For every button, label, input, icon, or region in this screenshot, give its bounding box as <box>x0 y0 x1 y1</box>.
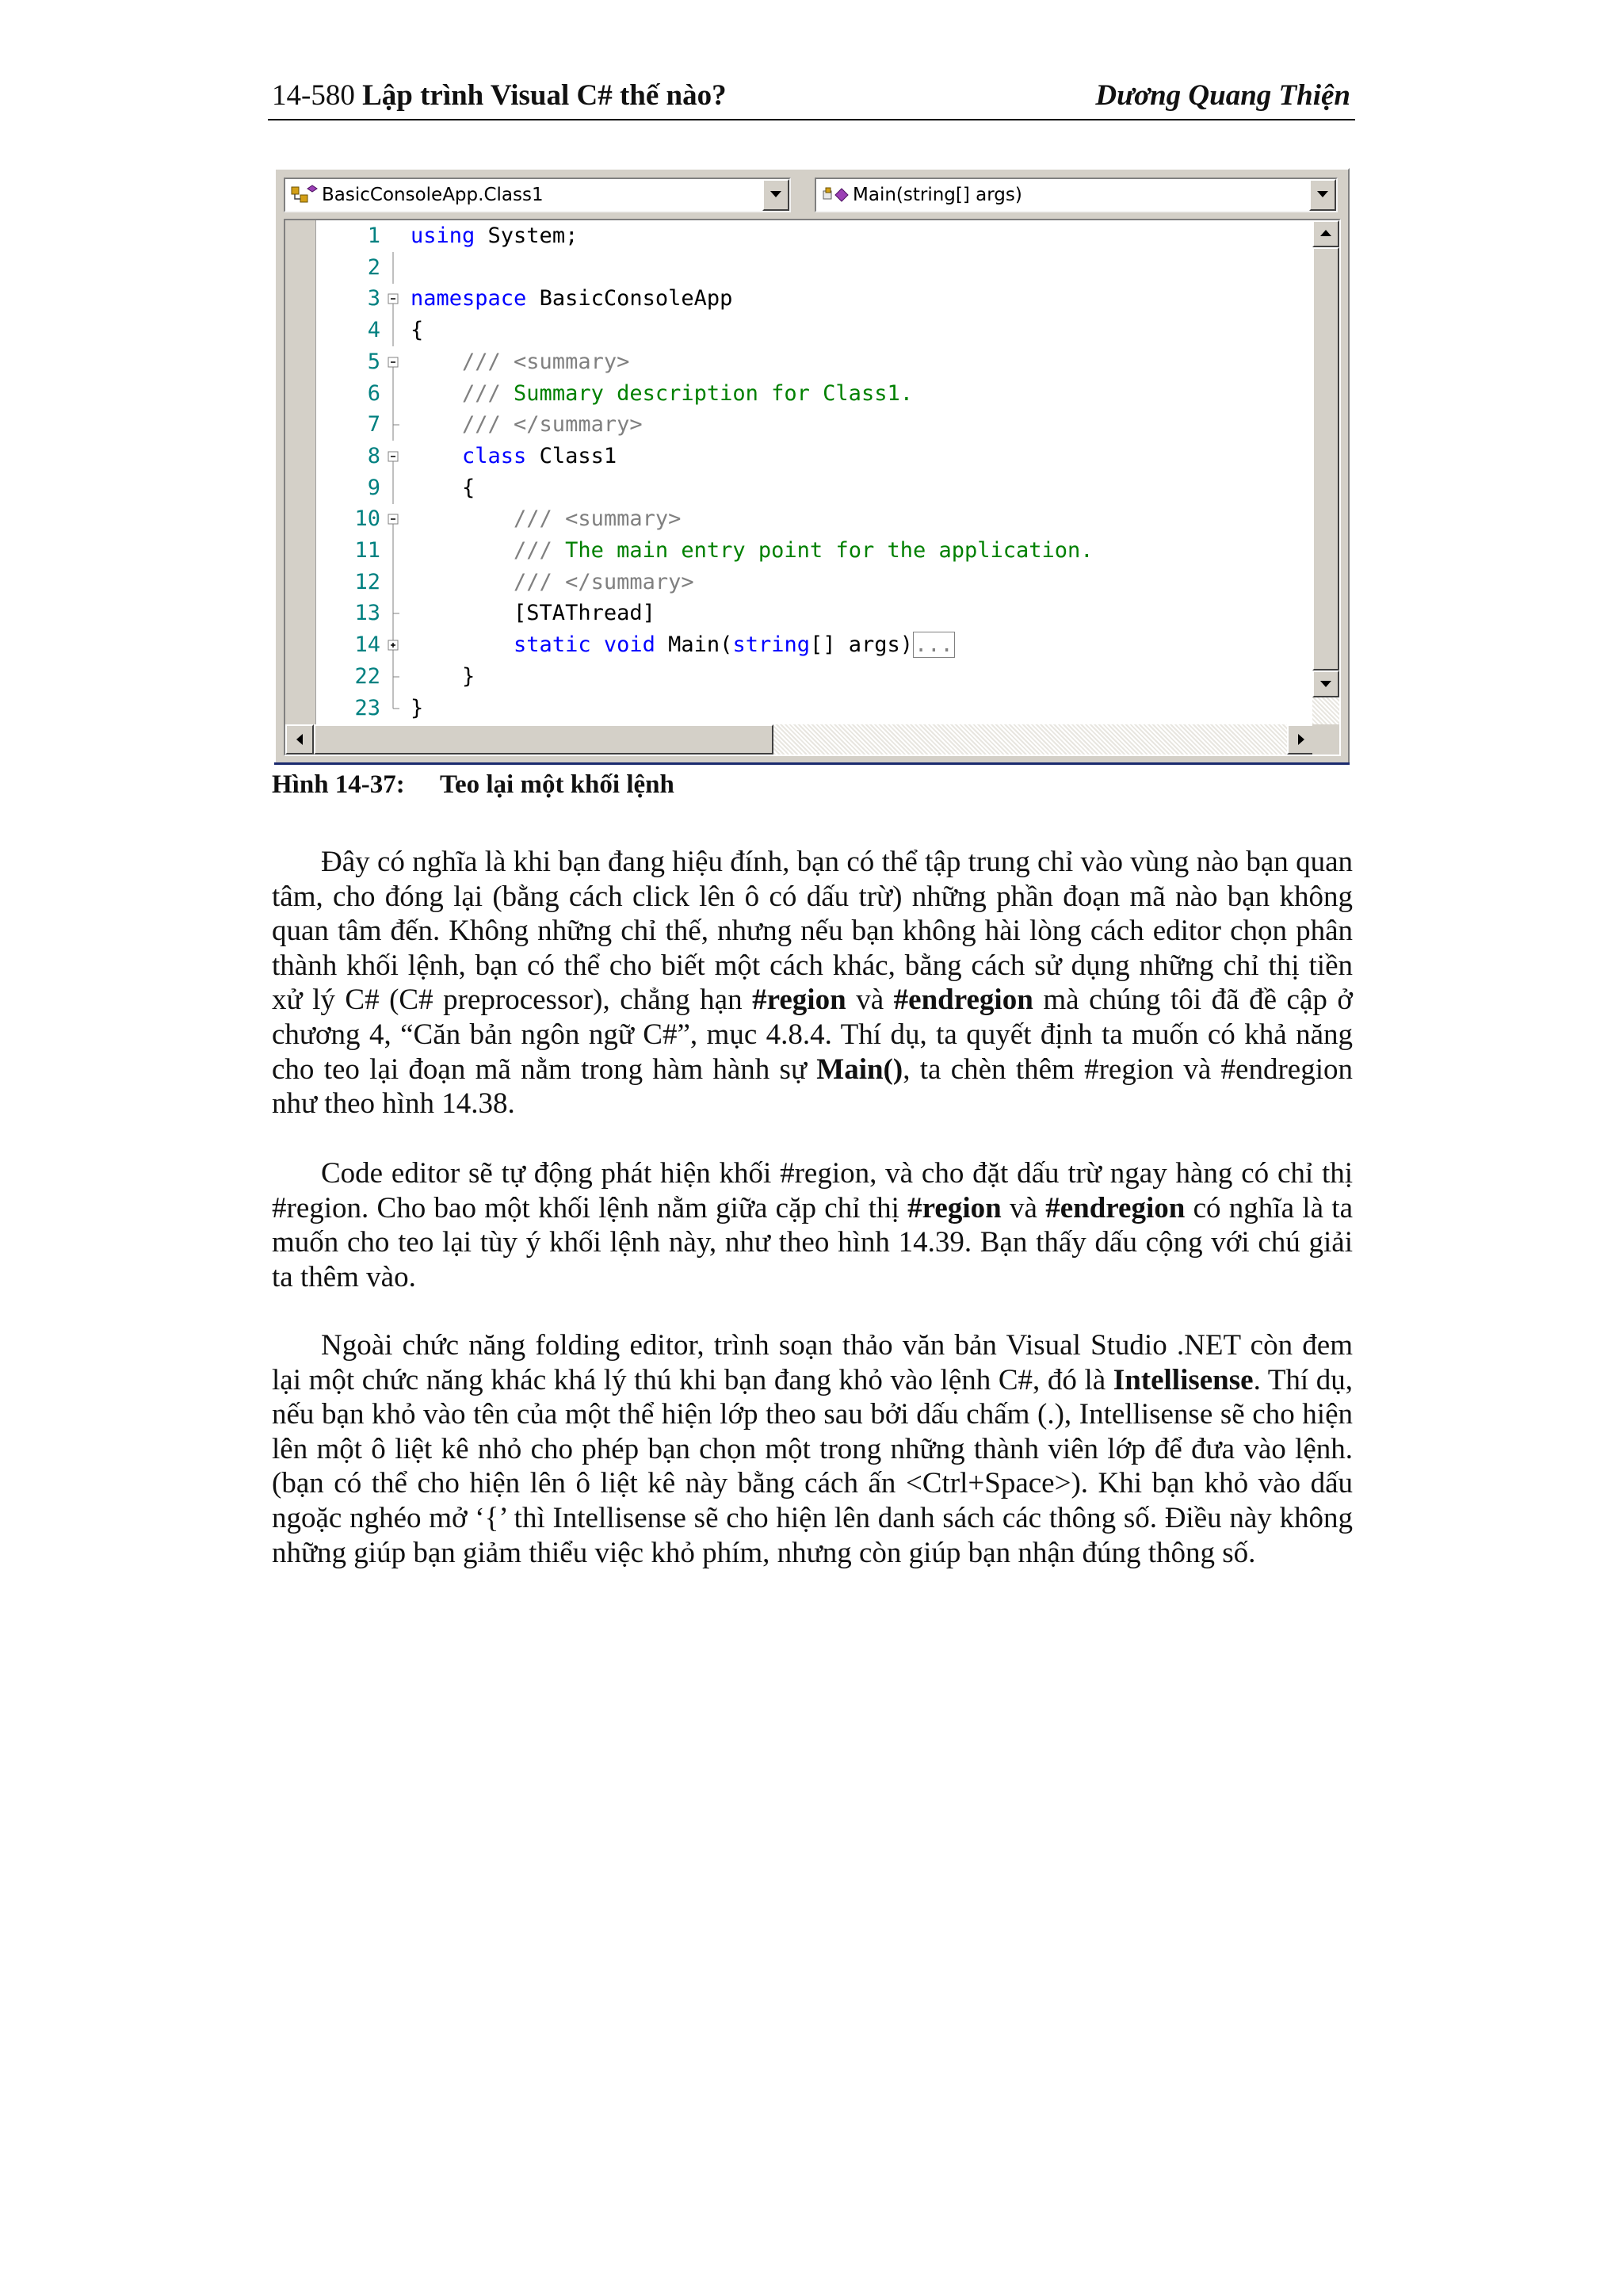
line-number: 23 <box>354 695 380 720</box>
code-text <box>411 286 732 311</box>
method-icon <box>821 184 850 206</box>
line-number: 12 <box>354 569 380 594</box>
class-icon <box>290 184 319 206</box>
bold-term: Intellisense <box>1113 1363 1254 1396</box>
fold-guide-line <box>385 567 401 598</box>
line-number: 13 <box>354 601 380 626</box>
class-dropdown-value: BasicConsoleApp.Class1 <box>322 185 544 205</box>
horizontal-scroll-thumb[interactable] <box>314 724 773 755</box>
keyword-token: string <box>732 632 810 658</box>
fold-guide-line <box>385 378 401 410</box>
paragraph-text: mà chúng tôi đã đề cập ở chương 4, “Căn bản ngôn ngữ C#”, mục 4.8.4. Thí dụ, ta quyết định ta muốn có khả năng cho teo lại đoạn mã nằm trong hàm hành sự <box>272 984 1353 1086</box>
member-dropdown-button[interactable] <box>1309 179 1336 211</box>
code-line[interactable] <box>315 315 1316 346</box>
figure-title: Teo lại một khối lệnh <box>440 770 674 799</box>
line-number: 10 <box>354 506 380 532</box>
code-text <box>411 223 578 249</box>
paragraph-text: Đây có nghĩa là khi bạn đang hiệu đính, bạn có thể tập trung chỉ vào vùng nào bạn quan tâm, cho đóng lại (bằng cách click lên ô có dấu trừ) những phần đoạn mã nào bạn không quan tâm đến. Không những chỉ thế, nhưng nếu bạn không hài lòng cách editor chọn phân thành khối lệnh, bạn có thể cho biết một cách khác, bằng cách sử dụng những chỉ thị tiền xử lý C# (C# preprocessor), chẳng hạn <box>272 846 1353 1017</box>
horizontal-scrollbar[interactable] <box>285 724 1316 755</box>
bold-term: Main() <box>816 1052 903 1086</box>
line-number: 22 <box>354 663 380 689</box>
class-dropdown[interactable] <box>284 178 791 212</box>
comment-token: /// <box>411 538 566 563</box>
scroll-left-button[interactable] <box>285 724 314 755</box>
fold-guide-line <box>385 315 401 346</box>
code-token: } <box>411 695 424 720</box>
bold-term: #endregion <box>1045 1191 1186 1224</box>
code-text <box>411 632 955 658</box>
code-line[interactable] <box>315 535 1316 567</box>
fold-guide-line <box>385 535 401 567</box>
line-number: 7 <box>367 412 380 437</box>
author-name: Dương Quang Thiện <box>1095 79 1350 112</box>
arrow-up-icon <box>1320 230 1331 237</box>
code-editor-window <box>274 168 1350 764</box>
figure-bottom-rule <box>274 762 1350 765</box>
line-number: 8 <box>367 443 380 468</box>
keyword-token: static <box>514 632 591 658</box>
comment-token: /// <summary> <box>411 349 630 374</box>
fold-end-marker <box>385 598 401 629</box>
code-token: { <box>411 318 424 343</box>
arrow-right-icon <box>1298 734 1305 745</box>
code-line[interactable] <box>315 441 1316 472</box>
fold-end-marker <box>385 693 401 724</box>
paragraph-text: Code editor sẽ tự động phát hiện khối #region, và cho đặt dấu trừ ngay hàng có chỉ thị #region. Cho bao một khối lệnh nằm giữa cặp chỉ thị <box>272 1157 1353 1224</box>
code-line[interactable] <box>315 693 1316 724</box>
scrollbar-corner <box>1312 724 1339 755</box>
line-number: 14 <box>354 632 380 658</box>
bold-term: #endregion <box>893 984 1033 1017</box>
paragraph-text: Ngoài chức năng folding editor, trình soạn thảo văn bản Visual Studio .NET còn đem lại một chức năng khác khá lý thú khi bạn đang khỏ vào lệnh C#, đó là <box>272 1329 1353 1396</box>
class-dropdown-button[interactable] <box>762 179 789 211</box>
code-line[interactable] <box>315 409 1316 441</box>
code-text <box>411 350 629 375</box>
code-text <box>411 318 423 343</box>
bold-term: #region <box>907 1191 1002 1224</box>
collapse-icon[interactable] <box>385 441 401 472</box>
line-number: 2 <box>367 254 380 280</box>
collapse-icon[interactable] <box>385 346 401 378</box>
body-paragraph-2 <box>272 1156 1353 1294</box>
code-line[interactable] <box>315 598 1316 629</box>
code-token <box>411 444 462 468</box>
code-line[interactable] <box>315 220 1316 252</box>
code-line[interactable] <box>315 629 1316 661</box>
scroll-up-button[interactable] <box>1312 220 1339 247</box>
scroll-down-button[interactable] <box>1312 670 1339 697</box>
body-paragraph-1 <box>272 845 1353 1121</box>
scroll-right-button[interactable] <box>1287 724 1316 755</box>
code-token: BasicConsoleApp <box>526 286 733 311</box>
line-number: 5 <box>367 349 380 374</box>
paragraph-text: và <box>1001 1191 1046 1224</box>
keyword-token: void <box>603 632 655 658</box>
code-line[interactable] <box>315 472 1316 504</box>
code-token: [] args) <box>809 632 914 658</box>
comment-token: Summary description for Class1. <box>514 380 913 406</box>
code-text <box>411 412 643 437</box>
keyword-token: using <box>411 223 475 248</box>
line-number: 3 <box>367 286 380 311</box>
code-line[interactable] <box>315 378 1316 410</box>
code-text <box>411 381 913 407</box>
member-dropdown[interactable] <box>815 178 1338 212</box>
code-line[interactable] <box>315 283 1316 315</box>
comment-token: /// <box>411 380 514 406</box>
code-text <box>411 570 694 595</box>
code-text <box>411 664 475 690</box>
collapse-icon[interactable] <box>385 283 401 315</box>
code-line[interactable] <box>315 661 1316 693</box>
arrow-left-icon <box>296 734 304 745</box>
header-left <box>272 79 727 113</box>
page-number: 14-580 <box>272 79 355 112</box>
running-header <box>268 76 1355 120</box>
code-editor[interactable] <box>284 219 1341 756</box>
code-line[interactable] <box>315 252 1316 284</box>
code-area[interactable] <box>315 220 1316 724</box>
paragraph-text: và <box>846 984 894 1017</box>
code-text <box>411 506 681 532</box>
paragraph-text: . Thí dụ, nếu bạn khỏ vào tên của một thể hiện lớp theo sau bởi dấu chấm (.), Intellisense sẽ cho hiện lên một ô liệt kê nhỏ cho phép bạn chọn một trong những thành viên lớp để đưa vào lệnh. (bạn có thể cho hiện lên ô liệt kê này bằng cách ấn <Ctrl+Space>). Khi bạn khỏ vào dấu ngoặc nghéo mở ‘{’ thì Intellisense sẽ cho hiện lên danh sách các thông số. Điều này không những giúp bạn giảm thiểu việc khỏ phím, nhưng còn giúp bạn nhận đúng thông số. <box>272 1363 1353 1569</box>
chevron-down-icon <box>1317 191 1328 199</box>
code-text <box>411 538 1094 563</box>
comment-token: /// </summary> <box>411 569 694 594</box>
code-line[interactable] <box>315 567 1316 598</box>
collapse-icon[interactable] <box>385 503 401 535</box>
code-line[interactable] <box>315 503 1316 535</box>
bold-term: #region <box>752 984 846 1017</box>
line-number: 9 <box>367 475 380 500</box>
line-number: 4 <box>367 318 380 343</box>
paragraph-text: có nghĩa là ta muốn cho teo lại tùy ý khối lệnh này, như theo hình 14.39. Bạn thấy dấu cộng với chú giải ta thêm vào. <box>272 1191 1353 1293</box>
code-text <box>411 696 423 721</box>
keyword-token: namespace <box>411 286 527 311</box>
fold-guide-line <box>385 252 401 284</box>
fold-end-marker <box>385 661 401 693</box>
code-token: { <box>411 475 475 500</box>
code-token: } <box>411 663 475 689</box>
chevron-down-icon <box>770 191 781 199</box>
book-title: Lập trình Visual C# thế nào? <box>362 79 727 112</box>
code-token: [STAThread] <box>411 601 655 626</box>
code-line[interactable] <box>315 346 1316 378</box>
vertical-scroll-thumb[interactable] <box>1312 247 1339 670</box>
code-token <box>591 632 604 657</box>
expand-icon[interactable] <box>385 629 401 661</box>
paragraph-text: , ta chèn thêm #region và #endregion như theo hình 14.38. <box>272 1052 1353 1121</box>
vertical-scrollbar[interactable] <box>1312 220 1339 724</box>
fold-guide-line <box>385 472 401 504</box>
fold-end-marker <box>385 409 401 441</box>
keyword-token: class <box>462 443 527 468</box>
figure-label: Hình 14-37: <box>272 770 405 799</box>
comment-token: The main entry point for the application. <box>565 538 1094 563</box>
collapsed-block-indicator[interactable]: ... <box>915 632 953 658</box>
fold-empty <box>385 220 401 252</box>
code-text <box>411 444 617 469</box>
body-paragraph-3 <box>272 1328 1353 1570</box>
code-text <box>411 476 475 501</box>
line-number: 6 <box>367 380 380 406</box>
figure-caption <box>272 767 674 802</box>
comment-token: /// <summary> <box>411 506 682 532</box>
code-token: System; <box>475 223 579 248</box>
line-number: 11 <box>354 538 380 563</box>
code-text <box>411 601 655 626</box>
arrow-down-icon <box>1320 681 1331 688</box>
line-number: 1 <box>367 223 380 248</box>
comment-token: /// </summary> <box>411 412 643 437</box>
code-token <box>411 632 514 657</box>
code-token: Class1 <box>526 443 617 468</box>
selection-margin[interactable] <box>285 220 316 724</box>
member-dropdown-value: Main(string[] args) <box>853 185 1022 205</box>
code-token: Main( <box>655 632 733 658</box>
